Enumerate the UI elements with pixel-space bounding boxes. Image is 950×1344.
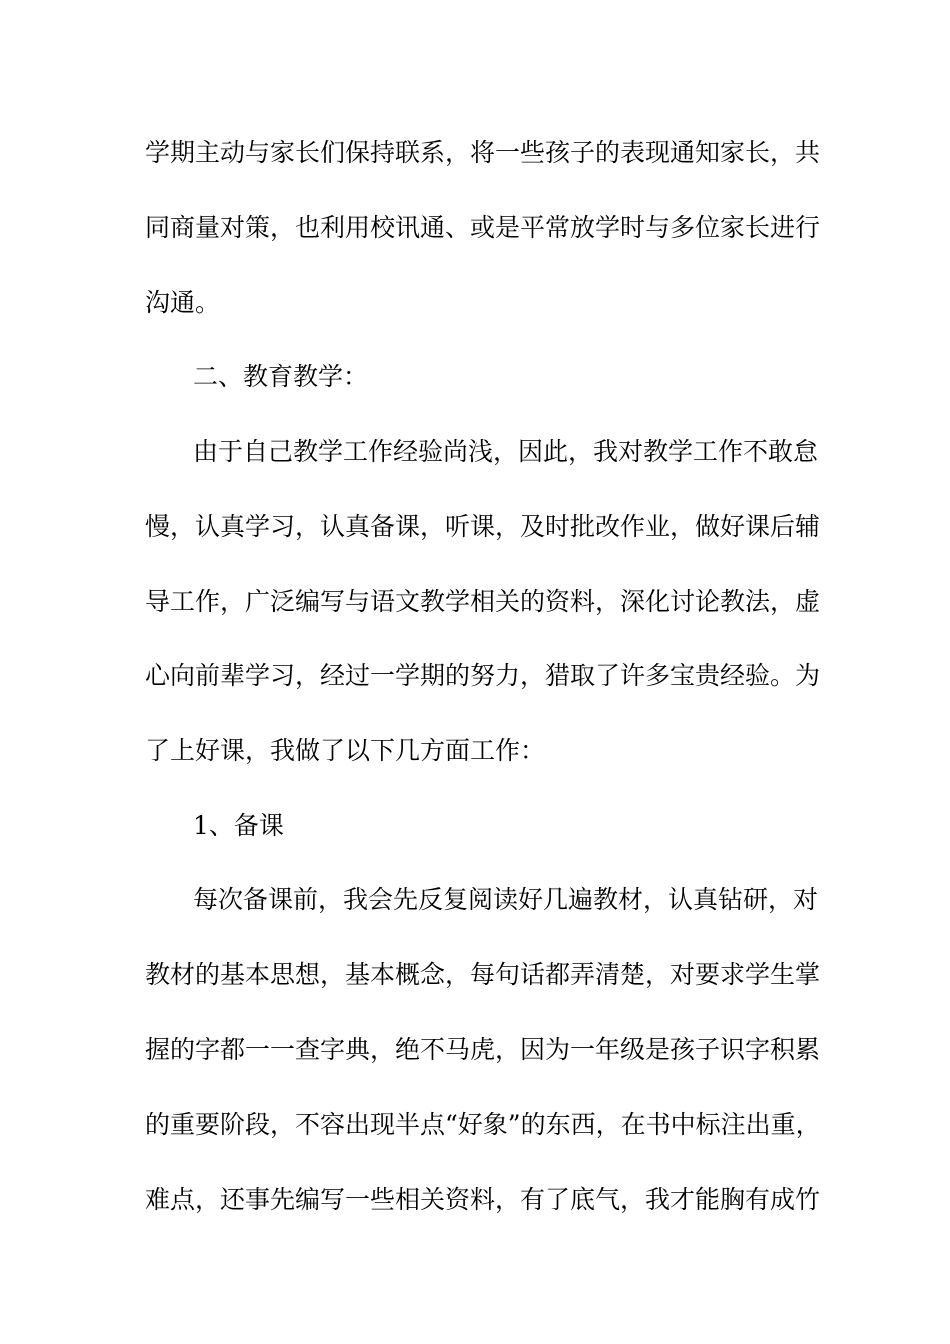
text-line: 学期主动与家长们保持联系，将一些孩子的表现通知家长，共 [145,138,821,167]
section-heading: 二、教育教学： [193,362,369,391]
text-line: 每次备课前，我会先反复阅读好几遍教材，认真钻研，对 [193,885,819,914]
text-line: 同商量对策，也利用校讯通、或是平常放学时与多位家长进行 [145,213,821,242]
text-line: 的重要阶段，不容出现半点“好象”的东西，在书中标注出重， [145,1110,821,1139]
text-line: 心向前辈学习，经过一学期的努力，猎取了许多宝贵经验。为 [145,661,821,690]
subsection-heading: 1、备课 [193,811,284,840]
text-line: 沟通。 [145,288,221,317]
text-line: 教材的基本思想，基本概念，每句话都弄清楚，对要求学生掌 [145,960,821,989]
text-line: 难点，还事先编写一些相关资料，有了底气，我才能胸有成竹 [145,1185,821,1214]
text-line: 导工作，广泛编写与语文教学相关的资料，深化讨论教法，虚 [145,587,821,616]
text-line: 由于自己教学工作经验尚浅，因此，我对教学工作不敢怠 [193,437,819,466]
text-line: 握的字都一一查字典，绝不马虎，因为一年级是孩子识字积累 [145,1035,821,1064]
text-line: 了上好课，我做了以下几方面工作： [145,736,546,765]
text-line: 慢，认真学习，认真备课，听课，及时批改作业，做好课后辅 [145,512,821,541]
